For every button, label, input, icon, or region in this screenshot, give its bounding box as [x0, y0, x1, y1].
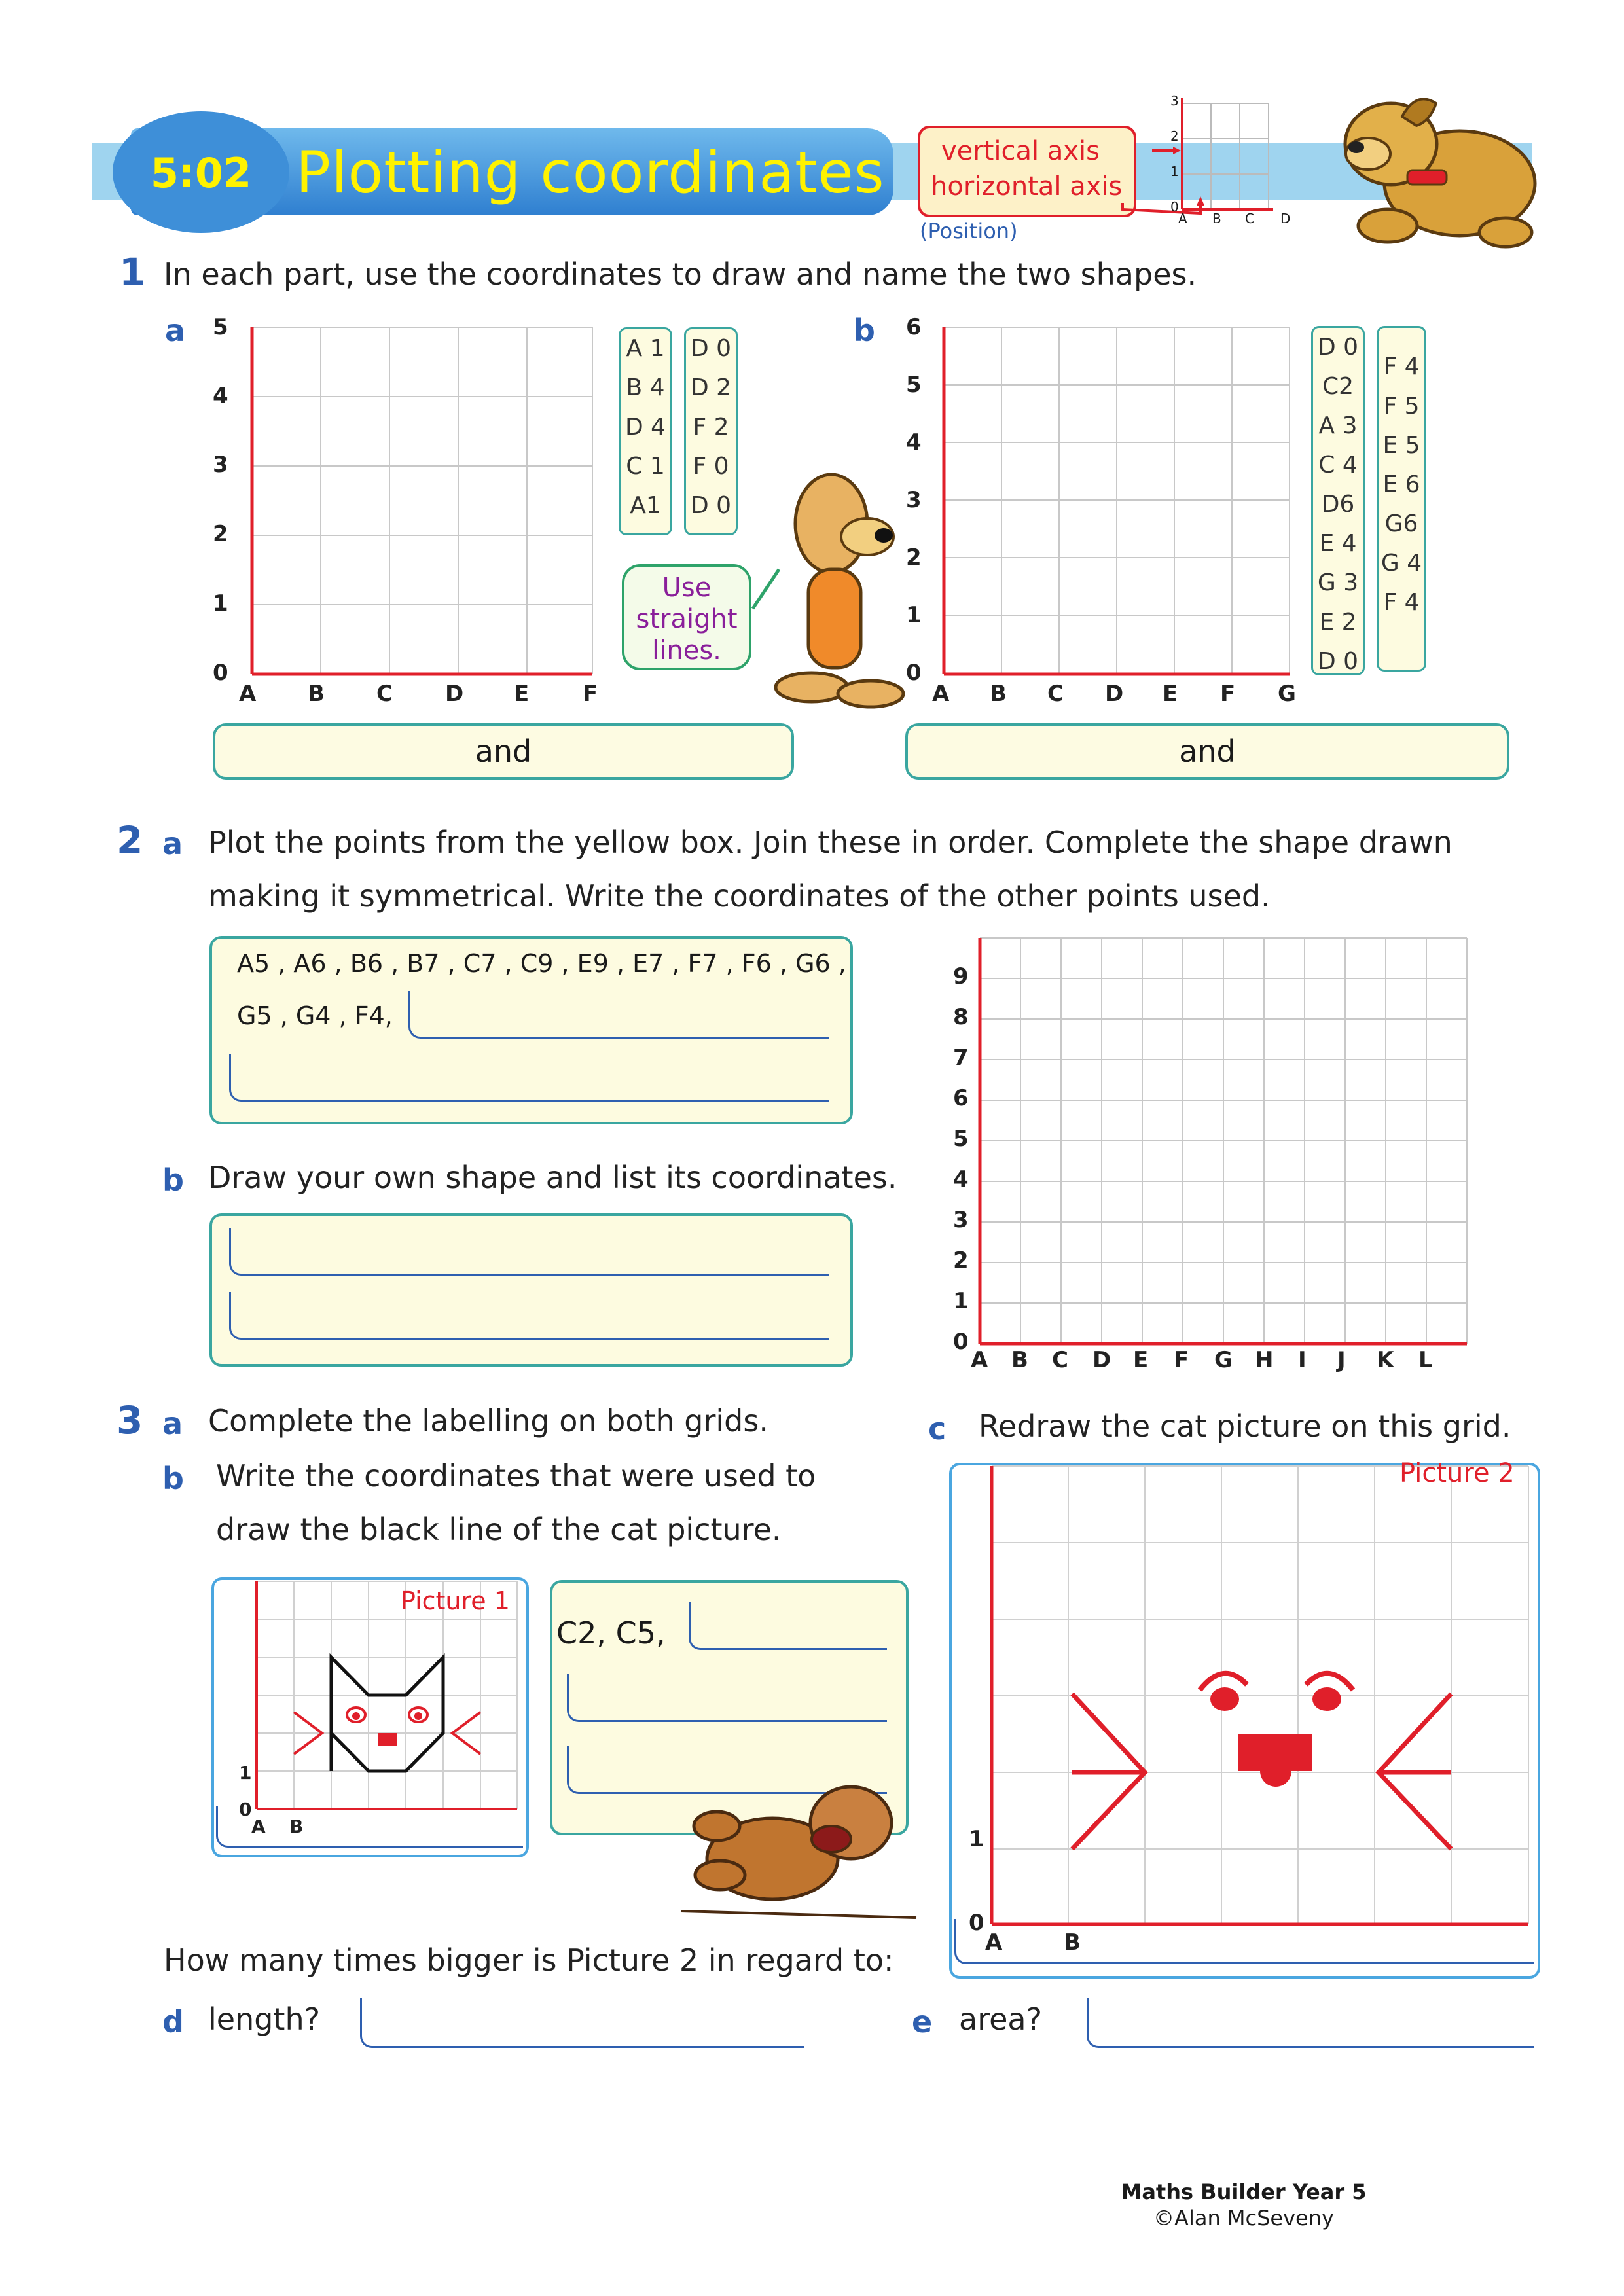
coord: A 3: [1318, 412, 1358, 439]
q1b-y-tick: 6: [906, 314, 922, 340]
q1b-y-tick: 0: [906, 660, 922, 686]
q2-y-tick: 1: [953, 1288, 969, 1314]
q1b-x-tick: C: [1047, 681, 1064, 707]
laughing-dog-cartoon: [681, 1761, 929, 1931]
q1b-grid: [944, 327, 1290, 681]
mini-y-tick: 3: [1170, 93, 1179, 109]
footer-book-title: Maths Builder Year 5: [1121, 2179, 1367, 2204]
coord: D6: [1321, 491, 1355, 518]
coords-start: C2, C5,: [556, 1615, 666, 1651]
q2-y-tick: 3: [953, 1207, 969, 1233]
q3c-letter: c: [928, 1411, 947, 1446]
question-2-number: 2: [117, 818, 143, 863]
q1b-coords-col2: [1377, 326, 1426, 672]
q1a-coords-col2: [684, 327, 738, 535]
q1b-x-tick: F: [1220, 681, 1236, 707]
q2-x-tick: F: [1174, 1347, 1189, 1373]
mini-y-tick: 2: [1170, 128, 1179, 144]
q3d-letter: d: [162, 2004, 184, 2039]
q2-x-tick: G: [1214, 1347, 1233, 1373]
picture1-x-tick: B: [289, 1816, 304, 1837]
footer-author: ©Alan McSeveny: [1153, 2206, 1334, 2231]
q1b-y-tick: 1: [906, 602, 922, 628]
q3e-text: area?: [959, 2001, 1042, 2037]
q2-points-box: [209, 936, 853, 1124]
q2-x-tick: B: [1011, 1347, 1028, 1373]
q2-x-tick: J: [1337, 1347, 1346, 1373]
q1a-y-tick: 4: [213, 383, 228, 409]
speech-line: Use: [662, 573, 712, 603]
q2b-instruction: Draw your own shape and list its coordinates.: [208, 1160, 897, 1195]
coord: F 4: [1383, 353, 1420, 380]
q2a-instruction-line1: Plot the points from the yellow box. Join these in order. Complete the shape drawn: [208, 825, 1453, 860]
coord: E 2: [1319, 609, 1357, 636]
q3b-answer-field-2[interactable]: [567, 1674, 887, 1722]
q3d-answer-field[interactable]: [360, 1998, 804, 2048]
q2-y-tick: 9: [953, 963, 969, 990]
vertical-axis-note: vertical axis: [941, 136, 1100, 166]
q1a-x-tick: B: [308, 681, 325, 707]
q1b-answer-box[interactable]: [905, 723, 1509, 780]
mini-y-tick: 0: [1170, 199, 1179, 215]
q1a-x-tick: C: [376, 681, 393, 707]
q2-y-tick: 8: [953, 1004, 969, 1030]
q2-y-tick: 0: [953, 1329, 969, 1355]
q3b-instruction-line1: Write the coordinates that were used to: [216, 1458, 816, 1494]
coord: D 0: [1317, 648, 1359, 675]
picture1-grid: [257, 1581, 517, 1809]
q2-x-tick: I: [1298, 1347, 1307, 1373]
picture2-label-field[interactable]: [954, 1919, 1534, 1964]
speech-line: straight: [636, 604, 738, 634]
q1a-x-tick: F: [583, 681, 598, 707]
points-line1: A5 , A6 , B6 , B7 , C7 , C9 , E9 , E7 , F7 , F6 , G6 ,: [237, 949, 846, 978]
picture1-y-tick: 1: [239, 1762, 252, 1784]
q1a-x-tick: D: [445, 681, 464, 707]
coord: C 1: [626, 453, 665, 480]
q3e-letter: e: [912, 2004, 933, 2039]
q1b-y-tick: 5: [906, 372, 922, 398]
q2-y-tick: 4: [953, 1166, 969, 1193]
q2-y-tick: 2: [953, 1247, 969, 1274]
q1b-y-tick: 4: [906, 429, 922, 456]
coord: G 3: [1317, 569, 1359, 596]
mini-y-tick: 1: [1170, 164, 1179, 179]
q1b-y-tick: 3: [906, 487, 922, 513]
q2b-letter: b: [162, 1162, 184, 1198]
coord: F 4: [1383, 589, 1420, 616]
q1a-y-tick: 3: [213, 452, 228, 478]
q2-grid: [980, 938, 1467, 1344]
coord: E 5: [1382, 432, 1420, 459]
coord: B 4: [626, 374, 665, 401]
horizontal-axis-note: horizontal axis: [931, 171, 1123, 202]
coord: A 1: [626, 335, 665, 362]
mini-x-tick: A: [1178, 211, 1187, 226]
q1b-x-tick: D: [1105, 681, 1124, 707]
coord: D 0: [690, 492, 732, 519]
q2-x-tick: D: [1092, 1347, 1111, 1373]
coord: E 4: [1319, 530, 1357, 557]
q2-answer-field-2[interactable]: [229, 1054, 829, 1102]
q2-answer-field-1[interactable]: [408, 991, 829, 1039]
coord: F 0: [693, 453, 729, 480]
q2-x-tick: L: [1418, 1347, 1433, 1373]
mini-x-tick: B: [1212, 211, 1221, 226]
mini-axis-grid: [1172, 92, 1303, 223]
question-3-number: 3: [117, 1398, 143, 1443]
q2-y-tick: 7: [953, 1045, 969, 1071]
q1a-letter: a: [165, 313, 186, 348]
q1a-y-tick: 1: [213, 590, 228, 617]
q2a-letter: a: [162, 826, 183, 861]
q1b-x-tick: E: [1163, 681, 1178, 707]
q1a-x-tick: A: [239, 681, 257, 707]
page-title: Plotting coordinates: [296, 139, 885, 206]
q3a-instruction: Complete the labelling on both grids.: [208, 1403, 768, 1439]
q2-y-tick: 5: [953, 1126, 969, 1152]
q2a-instruction-line2: making it symmetrical. Write the coordinates of the other points used.: [208, 878, 1271, 914]
q1a-answer-and: and: [475, 734, 532, 769]
lesson-number: 5:02: [150, 149, 252, 197]
speech-line: lines.: [652, 636, 721, 666]
picture1-x-tick: A: [251, 1816, 266, 1837]
q2b-answer-field-1[interactable]: [229, 1228, 829, 1276]
picture1-y-tick: 0: [239, 1799, 252, 1820]
pointing-dog-cartoon: [753, 458, 903, 713]
picture2-grid: [992, 1466, 1528, 1924]
picture2-y-tick: 0: [969, 1910, 984, 1936]
q1a-coords-col1: [619, 327, 672, 535]
mini-x-tick: D: [1280, 211, 1291, 226]
q1b-letter: b: [854, 313, 875, 348]
q1b-x-tick: B: [990, 681, 1007, 707]
picture2-y-tick: 1: [969, 1826, 984, 1852]
q3b-letter: b: [162, 1461, 184, 1496]
q1a-x-tick: E: [514, 681, 530, 707]
coord: E 6: [1382, 471, 1420, 498]
coord: D 2: [690, 374, 732, 401]
q2-x-tick: K: [1377, 1347, 1394, 1373]
q3a-letter: a: [162, 1406, 183, 1441]
question-1-number: 1: [119, 250, 146, 295]
picture1-label: Picture 1: [401, 1587, 510, 1615]
q2-y-tick: 6: [953, 1085, 969, 1111]
q1b-y-tick: 2: [906, 545, 922, 571]
q1b-x-tick: A: [932, 681, 950, 707]
picture1-label-field[interactable]: [216, 1806, 523, 1848]
position-caption: (Position): [920, 219, 1018, 243]
q1a-y-tick: 0: [213, 660, 228, 686]
speech-bubble: [622, 564, 751, 670]
coord: D 0: [690, 335, 732, 362]
points-line2: G5 , G4 , F4,: [237, 1001, 393, 1030]
q2-x-tick: C: [1052, 1347, 1068, 1373]
picture2-x-tick: B: [1064, 1929, 1081, 1956]
q1a-answer-box[interactable]: [213, 723, 794, 780]
q3-size-question: How many times bigger is Picture 2 in regard to:: [164, 1943, 894, 1978]
bulldog-cartoon: [1329, 85, 1545, 255]
q3b-instruction-line2: draw the black line of the cat picture.: [216, 1512, 782, 1547]
q3c-instruction: Redraw the cat picture on this grid.: [979, 1408, 1511, 1444]
coord: G6: [1384, 511, 1418, 537]
q1a-grid: [252, 327, 592, 681]
coord: F 2: [693, 414, 729, 440]
q1b-answer-and: and: [1179, 734, 1236, 769]
coord: D 4: [624, 414, 666, 440]
picture2-x-tick: A: [985, 1929, 1003, 1956]
picture2-label: Picture 2: [1399, 1458, 1515, 1488]
coord: C 4: [1318, 452, 1358, 478]
q2b-answer-box: [209, 1213, 853, 1367]
question-1-instruction: In each part, use the coordinates to draw and name the two shapes.: [164, 257, 1197, 292]
q2b-answer-field-2[interactable]: [229, 1292, 829, 1340]
coord: C2: [1322, 373, 1354, 400]
coord: G 4: [1380, 550, 1422, 577]
coord: F 5: [1383, 393, 1420, 420]
coord: A1: [630, 492, 661, 519]
q1a-y-tick: 5: [213, 314, 228, 340]
q2-x-tick: H: [1255, 1347, 1274, 1373]
q2-x-tick: A: [971, 1347, 988, 1373]
coord: D 0: [1317, 334, 1359, 361]
q1b-coords-col1: [1311, 326, 1365, 675]
q3b-answer-field-1[interactable]: [689, 1602, 887, 1650]
mini-x-tick: C: [1245, 211, 1254, 226]
q1b-x-tick: G: [1278, 681, 1296, 707]
q1a-y-tick: 2: [213, 521, 228, 547]
q3d-text: length?: [208, 2001, 321, 2037]
q3e-answer-field[interactable]: [1087, 1998, 1534, 2048]
q2-x-tick: E: [1133, 1347, 1149, 1373]
